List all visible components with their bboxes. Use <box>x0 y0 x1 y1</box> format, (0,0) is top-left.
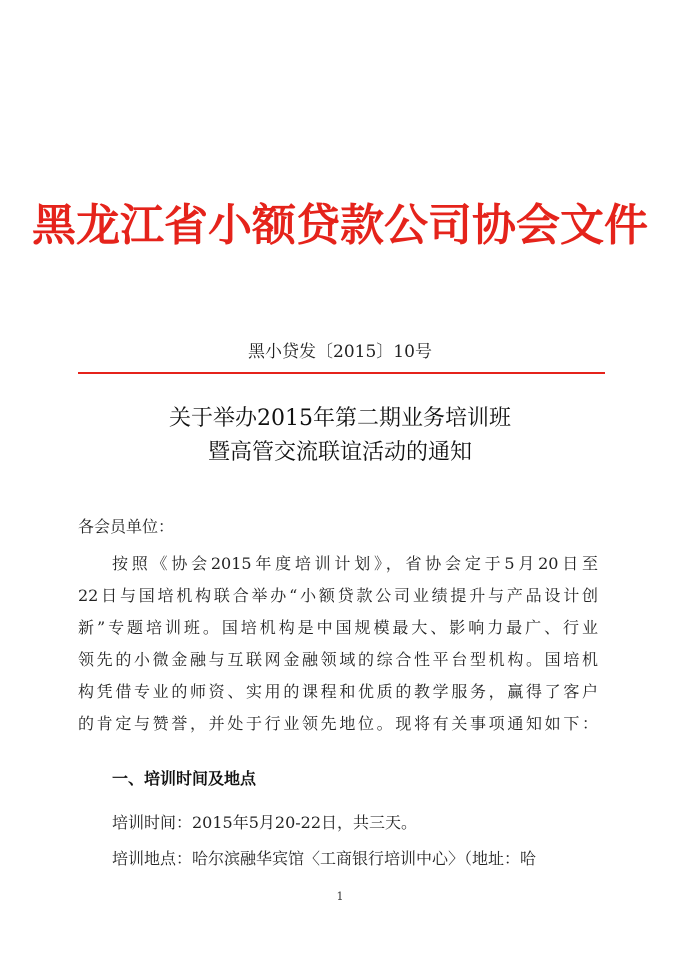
section-heading: 一、培训时间及地点 <box>112 769 257 788</box>
training-place: 培训地点：哈尔滨融华宾馆〈工商银行培训中心〉（地址：哈 <box>112 849 537 868</box>
paragraph-line-6: 的肯定与赞誉，并处于行业领先地位。现将有关事项通知如下： <box>78 714 598 733</box>
document-number: 黑小贷发〔2015〕10号 <box>248 342 432 362</box>
body-paragraph <box>78 548 598 740</box>
paragraph-line-4: 领先的小微金融与互联网金融领域的综合性平台型机构。国培机 <box>78 650 598 669</box>
notice-title-line-2: 暨高管交流联谊活动的通知 <box>207 440 472 465</box>
header-title: 黑龙江省小额贷款公司协会文件 <box>32 200 648 251</box>
salutation: 各会员单位： <box>78 517 175 536</box>
page-number: 1 <box>336 890 344 903</box>
notice-title <box>0 402 680 470</box>
red-divider-line <box>78 372 605 374</box>
notice-title-line-1: 关于举办2015年第二期业务培训班 <box>169 406 511 431</box>
training-time: 培训时间：2015年5月20-22日，共三天。 <box>112 813 418 832</box>
paragraph-line-3: 新”专题培训班。国培机构是中国规模最大、影响力最广、行业 <box>78 618 598 637</box>
paragraph-line-5: 构凭借专业的师资、实用的课程和优质的教学服务，赢得了客户 <box>78 682 598 701</box>
paragraph-line-1: 按照《协会2015年度培训计划》，省协会定于5月20日至 <box>112 554 598 573</box>
paragraph-line-2: 22日与国培机构联合举办“小额贷款公司业绩提升与产品设计创 <box>78 586 598 605</box>
